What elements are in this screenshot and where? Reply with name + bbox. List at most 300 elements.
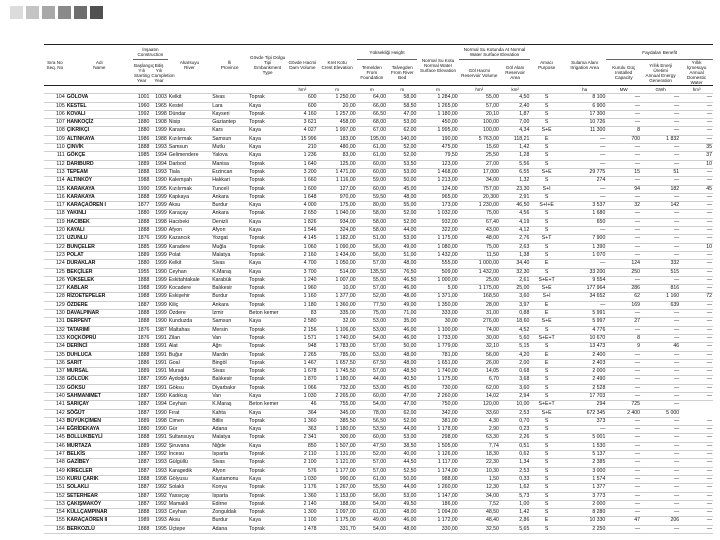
bullet-square — [74, 6, 87, 19]
table-cell: — — [680, 276, 713, 284]
table-cell: 1995 — [150, 525, 167, 533]
table-cell: 1 468,00 — [417, 168, 458, 176]
table-cell: 1 377 — [563, 484, 606, 492]
table-cell: 363 — [287, 426, 317, 434]
table-cell: — — [641, 401, 680, 409]
table-cell: Aksu — [168, 517, 211, 525]
table-cell: E — [530, 359, 563, 367]
table-cell: Toprak — [248, 492, 287, 500]
table-cell: Kayseri — [211, 110, 248, 118]
table-cell: 27 — [606, 318, 641, 326]
table-cell: 2,53 — [500, 409, 530, 417]
table-cell: 5,15 — [500, 343, 530, 351]
col-height: Gövde Hacmi Dam Volume — [287, 45, 317, 86]
table-cell: 156 — [44, 525, 66, 533]
table-cell: — — [641, 218, 680, 226]
table-cell: — — [606, 119, 641, 127]
table-cell: 135,50 — [357, 268, 387, 276]
table-cell: 1888 — [133, 218, 150, 226]
table-cell: 1 160 — [641, 293, 680, 301]
table-cell: S+E+T — [530, 334, 563, 342]
table-cell: 15 996 — [287, 135, 317, 143]
table-row — [44, 409, 713, 417]
table-cell: 2 650 — [287, 210, 317, 218]
table-cell: 6 900 — [563, 102, 606, 110]
table-cell: — — [680, 384, 713, 392]
table-cell: 1990 — [150, 318, 167, 326]
table-cell: 57,00 — [357, 343, 387, 351]
table-cell: 111 — [44, 152, 66, 160]
table-cell: 7,00 — [500, 119, 530, 127]
table-cell: 1999 — [150, 235, 167, 243]
table-cell: 1 733,00 — [417, 334, 458, 342]
table-cell: S — [530, 376, 563, 384]
table-cell: 145 — [44, 434, 66, 442]
table-body — [44, 94, 713, 534]
table-cell: 27,00 — [459, 160, 500, 168]
table-cell: 1880 — [133, 210, 150, 218]
table-cell: KARAKAYA — [66, 185, 133, 193]
table-cell: 48,00 — [387, 260, 417, 268]
unit-cell: hm³ — [680, 86, 713, 94]
table-cell: 60,00 — [357, 185, 387, 193]
table-cell: 1999 — [150, 376, 167, 384]
table-cell: — — [641, 251, 680, 259]
table-cell: 988,00 — [417, 475, 458, 483]
table-cell: — — [680, 451, 713, 459]
table-cell: 1 680 — [563, 210, 606, 218]
table-cell: 138 — [44, 376, 66, 384]
table-cell: 4,30 — [459, 417, 500, 425]
table-cell: Toprak — [248, 293, 287, 301]
table-cell: 153 — [44, 500, 66, 508]
table-row — [44, 434, 713, 442]
table-cell: Toprak — [248, 467, 287, 475]
unit-cell — [66, 86, 133, 94]
table-row — [44, 368, 713, 376]
table-cell: 8 100 — [563, 94, 606, 102]
table-cell: 1 121,00 — [318, 459, 357, 467]
table-cell: 1 032,00 — [417, 210, 458, 218]
table-cell: — — [680, 368, 713, 376]
table-cell: 1 257,00 — [318, 110, 357, 118]
table-cell: 1991 — [150, 351, 167, 359]
table-cell: — — [606, 359, 641, 367]
table-cell: KABLAR — [66, 285, 133, 293]
table-row — [44, 484, 713, 492]
table-cell: 1999 — [150, 251, 167, 259]
table-cell: 94 — [606, 185, 641, 193]
table-cell: S — [530, 467, 563, 475]
table-cell: 1 174,00 — [417, 467, 458, 475]
table-cell: 1 180,00 — [417, 110, 458, 118]
table-row — [44, 193, 713, 201]
table-cell: Ceyhan — [168, 268, 211, 276]
table-cell: — — [680, 500, 713, 508]
table-cell: BERKOZLÜ — [66, 525, 133, 533]
table-cell: 146 — [44, 442, 66, 450]
table-row — [44, 293, 713, 301]
table-cell: 2,26 — [500, 434, 530, 442]
table-cell: Toprak — [248, 417, 287, 425]
table-cell: Toprak — [248, 301, 287, 309]
table-cell: S+E — [530, 409, 563, 417]
table-cell: 9 554 — [563, 276, 606, 284]
table-cell: 48,00 — [387, 359, 417, 367]
table-cell: 5 137 — [563, 451, 606, 459]
table-cell: Kars — [211, 127, 248, 135]
table-cell: 20,10 — [459, 110, 500, 118]
table-cell: Cimen — [168, 417, 211, 425]
table-cell: 1 640 — [287, 160, 317, 168]
table-cell: 49,00 — [387, 301, 417, 309]
table-cell: 124,00 — [417, 185, 458, 193]
table-cell: 46,00 — [387, 517, 417, 525]
table-cell: 1 030 — [287, 392, 317, 400]
table-cell: 52,00 — [387, 144, 417, 152]
table-cell: 47,00 — [387, 401, 417, 409]
table-cell: 5 001 — [563, 434, 606, 442]
table-cell: 0,68 — [500, 368, 530, 376]
table-cell: — — [606, 525, 641, 533]
table-cell: ÇINVİK — [66, 144, 133, 152]
table-cell: — — [641, 467, 680, 475]
table-cell: 122 — [44, 243, 66, 251]
table-cell: — — [680, 426, 713, 434]
table-cell: Adana — [211, 525, 248, 533]
table-cell: 1 182,00 — [318, 235, 357, 243]
table-cell: Toprak — [248, 368, 287, 376]
table-cell: Üçtepe — [168, 525, 211, 533]
table-cell: 1999 — [150, 293, 167, 301]
table-cell: 3 621 — [287, 119, 317, 127]
table-cell: 1889 — [133, 160, 150, 168]
table-cell: 1,00 — [500, 500, 530, 508]
table-cell: 3 773 — [563, 492, 606, 500]
bullet-square — [10, 6, 23, 19]
table-cell: 1 180 — [287, 301, 317, 309]
table-cell: MURTAZA — [66, 442, 133, 450]
table-cell: 77,50 — [357, 301, 387, 309]
table-cell: 68,00 — [357, 119, 387, 127]
table-cell: S — [530, 210, 563, 218]
table-cell: Ankara — [211, 210, 248, 218]
table-cell: 1 505,00 — [417, 442, 458, 450]
table-cell: 50,00 — [387, 343, 417, 351]
table-cell: — — [641, 334, 680, 342]
table-cell: Toprak — [248, 210, 287, 218]
table-cell: 1 000,00 — [459, 260, 500, 268]
table-cell: S — [530, 525, 563, 533]
table-cell: 72 — [680, 293, 713, 301]
table-cell: 480,00 — [318, 144, 357, 152]
table-cell: — — [641, 392, 680, 400]
table-cell: 150 — [44, 475, 66, 483]
table-cell: 13 473 — [563, 343, 606, 351]
table-cell: 2,91 — [500, 193, 530, 201]
unit-cell: m — [318, 86, 357, 94]
table-cell: 15,60 — [459, 144, 500, 152]
table-cell: 23,30 — [500, 185, 530, 193]
table-cell: 1887 — [133, 376, 150, 384]
table-cell: 1 153,00 — [318, 492, 357, 500]
table-cell: 14,05 — [459, 368, 500, 376]
table-cell: 1,62 — [500, 484, 530, 492]
table-cell: 131 — [44, 318, 66, 326]
table-cell: 4,56 — [500, 210, 530, 218]
table-cell: — — [563, 160, 606, 168]
table-cell: 1994 — [150, 401, 167, 409]
table-row — [44, 218, 713, 226]
table-cell: 300,00 — [318, 434, 357, 442]
table-row — [44, 268, 713, 276]
table-cell: 3,97 — [500, 301, 530, 309]
table-cell: — — [680, 517, 713, 525]
table-cell: 757,00 — [459, 185, 500, 193]
table-row — [44, 442, 713, 450]
table-cell: 151 — [44, 484, 66, 492]
table-cell: 1 175,00 — [417, 376, 458, 384]
table-cell: 32,30 — [500, 268, 530, 276]
table-cell: KARAKAYA — [66, 193, 133, 201]
table-cell: 1880 — [133, 260, 150, 268]
table-cell: 33,60 — [459, 409, 500, 417]
table-cell: Bingöl — [211, 359, 248, 367]
table-cell: Ceyhan — [168, 509, 211, 517]
table-cell: 1 377,00 — [318, 293, 357, 301]
table-cell: — — [563, 135, 606, 143]
table-cell: Edirne — [211, 500, 248, 508]
table-cell: Toprak — [248, 285, 287, 293]
table-cell: Gaziantep — [211, 119, 248, 127]
table-cell: 1,28 — [500, 152, 530, 160]
table-cell: 17 703 — [563, 392, 606, 400]
table-cell: 1887 — [133, 500, 150, 508]
col-water: Yıllık İçmesuyu Annual Domestic Water — [680, 60, 713, 86]
table-row — [44, 160, 713, 168]
table-cell: 934,00 — [318, 218, 357, 226]
table-cell: Denizli — [211, 218, 248, 226]
table-cell: — — [680, 227, 713, 235]
table-cell: 53,50 — [387, 160, 417, 168]
table-cell: 7,52 — [459, 500, 500, 508]
table-cell: — — [606, 160, 641, 168]
table-cell: S+E+T — [530, 401, 563, 409]
table-cell: 136 — [44, 359, 66, 367]
table-cell: 67,00 — [357, 127, 387, 135]
table-cell: 1887 — [133, 484, 150, 492]
table-cell: — — [641, 102, 680, 110]
table-cell: 186,00 — [417, 500, 458, 508]
table-cell: 1992 — [150, 442, 167, 450]
table-cell: 1 265,00 — [417, 102, 458, 110]
table-cell: 135 — [44, 351, 66, 359]
table-cell: S — [530, 434, 563, 442]
table-cell: 4,20 — [500, 351, 530, 359]
table-cell: Burdur — [211, 293, 248, 301]
table-cell: 83,00 — [318, 152, 357, 160]
table-cell: 1 175,00 — [417, 235, 458, 243]
table-cell: 60,00 — [357, 160, 387, 168]
table-cell: 54,00 — [357, 525, 387, 533]
table-cell: Kaya — [248, 392, 287, 400]
table-cell: 8 — [606, 127, 641, 135]
table-cell: Kestel — [168, 102, 211, 110]
table-cell: 672 345 — [563, 409, 606, 417]
table-row — [44, 152, 713, 160]
table-cell: 123,00 — [417, 160, 458, 168]
table-cell: — — [680, 334, 713, 342]
table-cell: 25,50 — [459, 152, 500, 160]
table-cell: 4 700 — [287, 260, 317, 268]
dam-table-scan — [44, 44, 713, 532]
table-cell: 58,00 — [357, 227, 387, 235]
table-cell: 1 094,00 — [417, 509, 458, 517]
table-cell: 190,00 — [417, 135, 458, 143]
table-cell: K.Maraş — [211, 401, 248, 409]
table-cell: 2 250 — [563, 525, 606, 533]
table-cell: 48,00 — [387, 509, 417, 517]
table-cell: 53,00 — [387, 168, 417, 176]
table-cell: ALTINKÖY — [66, 177, 133, 185]
table-cell: — — [680, 484, 713, 492]
table-cell: Kızılırmak — [168, 185, 211, 193]
table-cell: 154 — [44, 509, 66, 517]
table-cell: Kaya — [248, 426, 287, 434]
table-cell: KOVALI — [66, 110, 133, 118]
table-cell: 1988 — [150, 135, 167, 143]
table-cell: 514,00 — [318, 268, 357, 276]
table-cell: 1877 — [133, 202, 150, 210]
table-cell: 1 467 — [287, 359, 317, 367]
table-cell: Karadere — [168, 243, 211, 251]
table-cell: EĞRİDEKAYA — [66, 426, 133, 434]
table-cell: Gelimendere — [168, 152, 211, 160]
table-cell: 322,00 — [417, 227, 458, 235]
table-cell: Kaya — [248, 218, 287, 226]
table-cell: — — [641, 368, 680, 376]
table-cell: 1988 — [133, 177, 150, 185]
table-cell: Toprak — [248, 384, 287, 392]
table-cell: S+E — [530, 285, 563, 293]
table-cell: 1 507,00 — [318, 442, 357, 450]
unit-cell — [248, 86, 287, 94]
table-cell: S — [530, 102, 563, 110]
table-cell: 1 740,00 — [318, 334, 357, 342]
table-cell: 56,50 — [357, 417, 387, 425]
table-cell: 1 080,00 — [417, 243, 458, 251]
table-cell: 66,50 — [357, 110, 387, 118]
table-cell: 2 528 — [563, 384, 606, 392]
table-cell: Sultansuyu — [168, 434, 211, 442]
table-cell: 600 — [287, 94, 317, 102]
table-cell: — — [680, 119, 713, 127]
table-cell: 142 — [641, 202, 680, 210]
table-cell: — — [606, 144, 641, 152]
table-cell: 1998 — [150, 110, 167, 118]
table-cell: 1 300 — [287, 509, 317, 517]
table-cell: 2 156 — [287, 326, 317, 334]
table-cell: 1991 — [150, 384, 167, 392]
table-cell: 1888 — [133, 351, 150, 359]
table-cell: 1998 — [150, 417, 167, 425]
table-cell: 450,00 — [417, 119, 458, 127]
table-cell: 129 — [44, 301, 66, 309]
table-cell: — — [606, 94, 641, 102]
table-cell: 1888 — [133, 310, 150, 318]
table-cell: 53,00 — [387, 434, 417, 442]
table-cell: 10 — [680, 160, 713, 168]
table-cell: 381,00 — [417, 417, 458, 425]
table-cell: KESTEL — [66, 102, 133, 110]
table-cell: 1999 — [150, 202, 167, 210]
unit-cell: m — [357, 86, 387, 94]
unit-cell: hm³ — [459, 86, 500, 94]
table-cell: Tunceli — [211, 185, 248, 193]
table-cell: — — [680, 442, 713, 450]
table-cell: 105 — [44, 102, 66, 110]
table-cell: 116 — [44, 193, 66, 201]
table-cell: 2 400 — [606, 409, 641, 417]
table-cell: Burdur — [211, 517, 248, 525]
table-cell: 3 537 — [563, 202, 606, 210]
table-cell: Gür — [168, 426, 211, 434]
table-cell: Kaya — [248, 318, 287, 326]
table-cell: S+E — [530, 168, 563, 176]
table-cell: 1 779,00 — [417, 343, 458, 351]
table-cell: — — [606, 326, 641, 334]
table-cell: — — [606, 276, 641, 284]
table-cell: 45,00 — [387, 185, 417, 193]
table-cell: 18,60 — [500, 318, 530, 326]
col-foundation: Temelden From Foundation — [357, 60, 387, 86]
table-cell: 61,00 — [357, 509, 387, 517]
table-cell: 130 — [44, 310, 66, 318]
table-cell: SETERHEAR — [66, 492, 133, 500]
table-cell: 1993 — [150, 459, 167, 467]
table-cell: Diyarbakır — [211, 384, 248, 392]
table-cell: 1992 — [133, 110, 150, 118]
table-cell: 1,32 — [500, 177, 530, 185]
table-cell: Kiliç — [168, 301, 211, 309]
table-cell: 458,00 — [318, 119, 357, 127]
table-cell: 5 763,00 — [459, 135, 500, 143]
table-cell: — — [680, 177, 713, 185]
table-cell: MURSAL — [66, 368, 133, 376]
table-cell: — — [606, 235, 641, 243]
table-cell: KOÇKÖPRÜ — [66, 334, 133, 342]
table-cell: 1888 — [133, 227, 150, 235]
table-cell: Hacıbeki — [168, 218, 211, 226]
table-cell: 34,00 — [459, 492, 500, 500]
table-cell: 34,40 — [500, 260, 530, 268]
table-cell: 107 — [44, 119, 66, 127]
table-cell: 1 600 — [287, 185, 317, 193]
table-cell: 1880 — [133, 127, 150, 135]
table-cell: Gülgüllü — [168, 459, 211, 467]
table-cell: 40,50 — [387, 376, 417, 384]
table-cell: 475,00 — [417, 144, 458, 152]
table-cell: 1 230,00 — [459, 202, 500, 210]
table-cell: — — [606, 417, 641, 425]
table-cell: 1991 — [150, 368, 167, 376]
table-cell: 61,00 — [357, 144, 387, 152]
table-cell: — — [680, 467, 713, 475]
table-cell: Tiala — [168, 168, 211, 176]
table-cell: 34 652 — [563, 293, 606, 301]
table-cell: 8 280 — [563, 509, 606, 517]
table-cell: 965,00 — [417, 193, 458, 201]
